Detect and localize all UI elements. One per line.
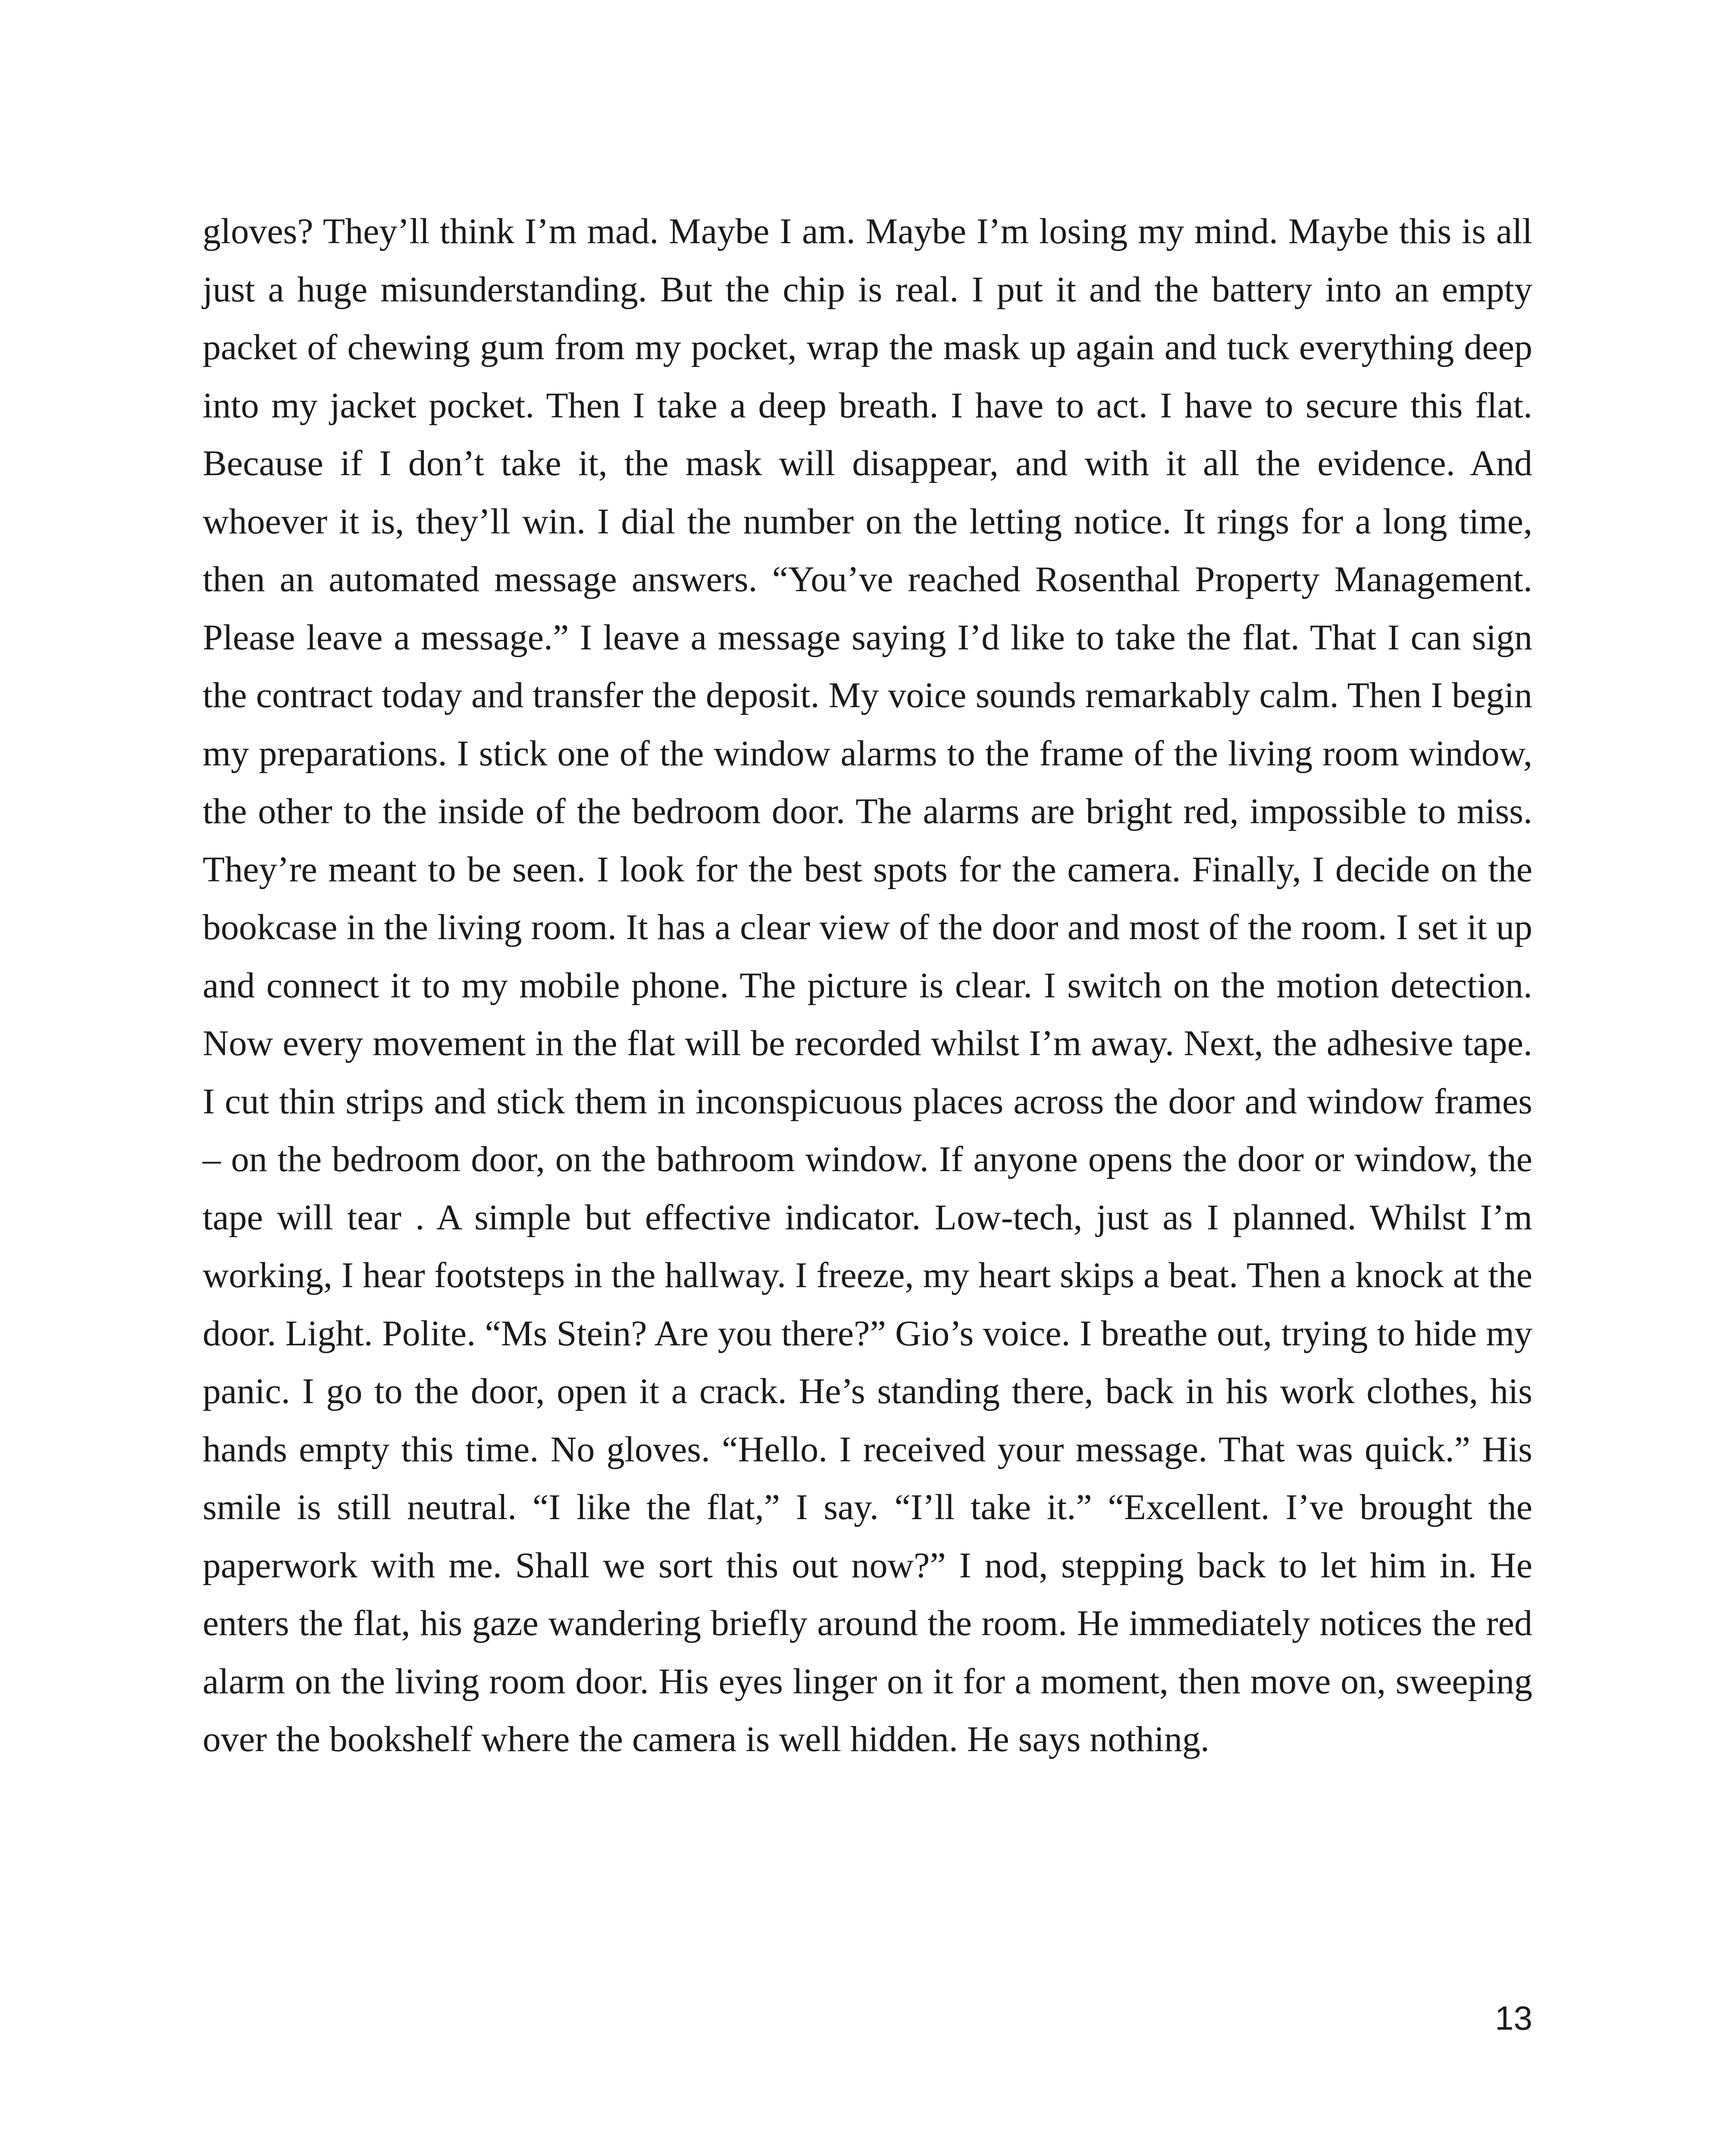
page-number: 13 — [1495, 1999, 1532, 2037]
body-paragraph: gloves? They’ll think I’m mad. Maybe I am. Maybe I’m losing my mind. Maybe this is all just a huge misunderstanding. But the chip is real. I put it and the battery into an empty packet of chewing gum from my pocket, wrap the mask up again and tuck everything deep into my jacket pocket. Then I take a deep breath. I have to act. I have to secure this flat. Because if I don’t take it, the mask will disappear, and with it all the evidence. And whoever it is, they’ll win. I dial the number on the letting notice. It rings for a long time, then an automated message answers. “You’ve reached Rosenthal Property Management. Please leave a message.” I leave a message saying I’d like to take the flat. That I can sign the contract today and transfer the deposit. My voice sounds remarkably calm. Then I begin my preparations. I stick one of the window alarms to the frame of the living room window, the other to the inside of the bedroom door. The alarms are bright red, impossible to miss. They’re meant to be seen. I look for the best spots for the camera. Finally, I decide on the bookcase in the living room. It has a clear view of the door and most of the room. I set it up and connect it to my mobile phone. The picture is clear. I switch on the motion detection. Now every movement in the flat will be recorded whilst I’m away. Next, the adhesive tape. I cut thin strips and stick them in inconspicuous places across the door and window frames – on the bedroom door, on the bathroom window. If anyone opens the door or window, the tape will tear . A simple but effective indicator. Low-tech, just as I planned. Whilst I’m working, I hear footsteps in the hallway. I freeze, my heart skips a beat. Then a knock at the door. Light. Polite. “Ms Stein? Are you there?” Gio’s voice. I breathe out, trying to hide my panic. I go to the door, open it a crack. He’s standing there, back in his work clothes, his hands empty this time. No gloves. “Hello. I received your message. That was quick.” His smile is still neutral. “I like the flat,” I say. “I’ll take it.” “Excellent. I’ve brought the paperwork with me. Shall we sort this out now?” I nod, stepping back to let him in. He enters the flat, his gaze wandering briefly around the room. He immediately notices the red alarm on the living room door. His eyes linger on it for a moment, then move on, sweeping over the bookshelf where the camera is well hidden. He says nothing. — [203, 211, 1532, 1759]
